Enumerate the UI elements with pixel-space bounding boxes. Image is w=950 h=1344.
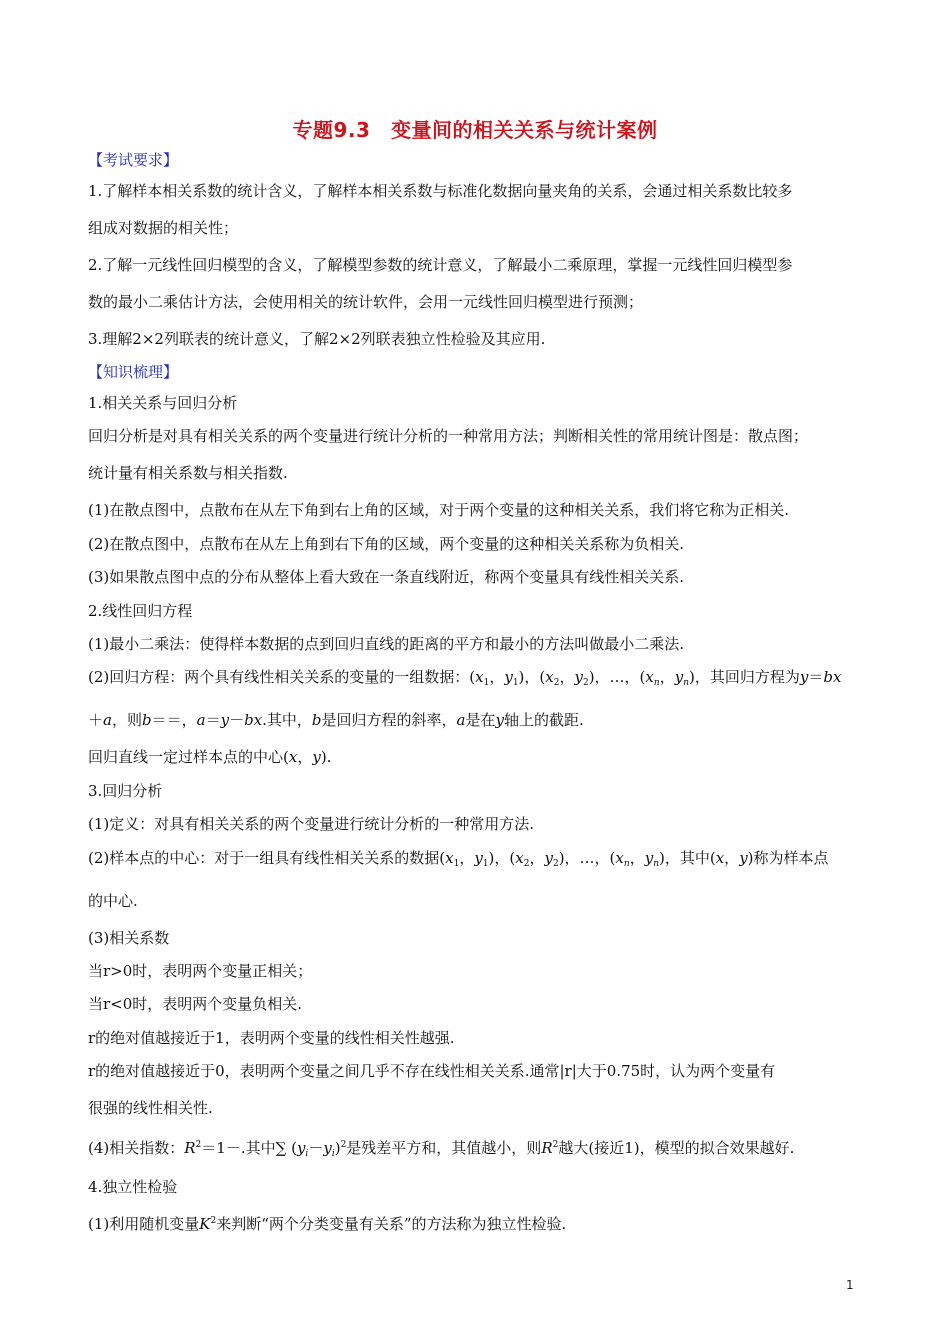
exam-item-2a: 2.了解一元线性回归模型的含义，了解模型参数的统计意义，了解最小二乘原理，掌握一元线性回归模型参	[88, 255, 793, 274]
section-heading-knowledge: 【知识梳理】	[88, 363, 179, 382]
para-1e: (3)如果散点图中点的分布从整体上看大致在一条直线附近，称两个变量具有线性相关关系.	[88, 568, 685, 587]
document-body	[88, 150, 878, 1247]
heading-2: 2.线性回归方程	[88, 601, 193, 620]
page-number: 1	[846, 1278, 854, 1292]
heading-1: 1.相关关系与回归分析	[88, 393, 238, 412]
para-3b: (2)样本点的中心：对于一组具有线性相关关系的数据($x_1$，$y_1$)，($x_2$，$y_2$)，…，($x_n$，$y_n$)，其中(x，y)称为样本点	[88, 848, 829, 869]
para-2d: 回归直线一定过样本点的中心(x，y).	[88, 748, 332, 767]
heading-3: 3.回归分析	[88, 781, 163, 800]
heading-4: 4.独立性检验	[88, 1178, 178, 1197]
para-1a: 回归分析是对具有相关关系的两个变量进行统计分析的一种常用方法；判断相关性的常用统计图是：散点图；	[88, 427, 809, 446]
para-2b: (2)回归方程：两个具有线性相关关系的变量的一组数据：($x_1$，$y_1$)，($x_2$，$y_2$)，…，($x_n$，$y_n$)，其回归方程为y＝bx	[88, 668, 842, 689]
section-heading-exam: 【考试要求】	[88, 151, 179, 169]
para-3f: 当r<0时，表明两个变量负相关.	[88, 995, 303, 1014]
para-3g: r的绝对值越接近于1，表明两个变量的线性相关性越强.	[88, 1028, 455, 1047]
exam-item-1a: 1.了解样本相关系数的统计含义，了解样本相关系数与标准化数据向量夹角的关系，会通过相关系数比较多	[88, 181, 793, 200]
para-2c: ＋a，则b＝＝，a＝y－bx.其中，b是回归方程的斜率，a是在y轴上的截距.	[88, 711, 584, 730]
para-3e: 当r>0时，表明两个变量正相关；	[88, 961, 313, 980]
para-4a: (1)利用随机变量$K^2$来判断“两个分类变量有关系”的方法称为独立性检验.	[88, 1214, 567, 1233]
exam-item-2b: 数的最小二乘估计方法，会使用相关的统计软件，会用一元线性回归模型进行预测；	[88, 292, 644, 311]
para-3d: (3)相关系数	[88, 928, 170, 947]
para-1d: (2)在散点图中，点散布在从左上角到右下角的区域，两个变量的这种相关关系称为负相关.	[88, 534, 685, 553]
page-title: 专题9.3 变量间的相关关系与统计案例	[292, 118, 658, 142]
para-3c: 的中心.	[88, 891, 138, 910]
para-3h: r的绝对值越接近于0，表明两个变量之间几乎不存在线性相关关系.通常|r|大于0.75时，认为两个变量有	[88, 1062, 776, 1081]
para-3j: (4)相关指数：$R^2=1-$.其中∑ $(y_i-y_i)^2$是残差平方和，其值越小，则$R^2$越大(接近1)，模型的拟合效果越好.	[88, 1139, 795, 1160]
exam-item-3: 3.理解2×2列联表的统计意义，了解2×2列联表独立性检验及其应用.	[88, 329, 546, 348]
para-1b: 统计量有相关系数与相关指数.	[88, 464, 288, 483]
para-2a: (1)最小二乘法：使得样本数据的点到回归直线的距离的平方和最小的方法叫做最小二乘法.	[88, 634, 685, 653]
para-3i: 很强的线性相关性.	[88, 1099, 213, 1118]
exam-item-1b: 组成对数据的相关性；	[88, 218, 239, 237]
para-3a: (1)定义：对具有相关关系的两个变量进行统计分析的一种常用方法.	[88, 815, 535, 834]
para-1c: (1)在散点图中，点散布在从左下角到右上角的区域，对于两个变量的这种相关关系，我们将它称为正相关.	[88, 501, 790, 520]
